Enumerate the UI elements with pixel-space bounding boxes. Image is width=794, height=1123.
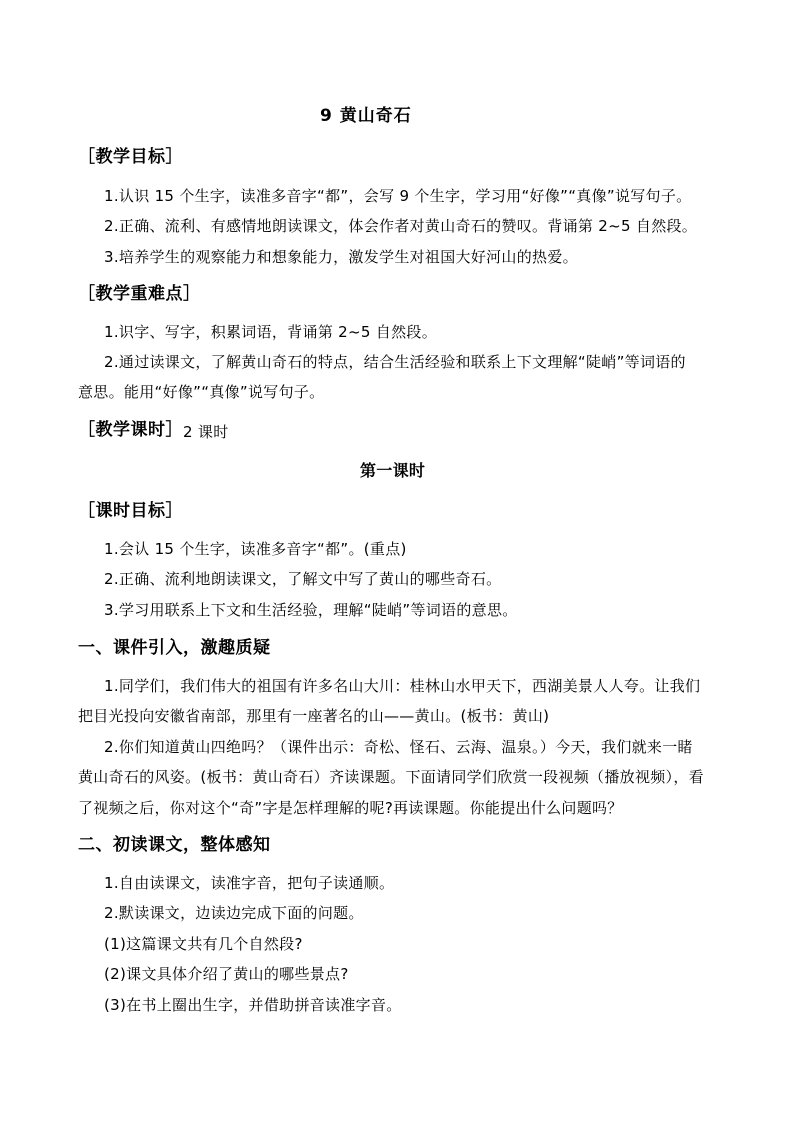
lesson1-objectives-heading: ［课时目标］: [78, 501, 183, 521]
section2-line: 2.默读课文，边读边完成下面的问题。: [104, 904, 364, 922]
objectives-heading: ［教学目标］: [78, 147, 183, 167]
section1-line: 了视频之后，你对这个“奇”字是怎样理解的呢?再读课题。你能提出什么问题吗？: [78, 799, 623, 817]
objective-item: 2.正确、流利、有感情地朗读课文，体会作者对黄山奇石的赞叹。背诵第 2~5 自然段。: [104, 217, 698, 235]
section1-line: 黄山奇石的风姿。(板书：黄山奇石）齐读课题。下面请同学们欣赏一段视频（播放视频），看: [78, 768, 704, 786]
key-point-item: 2.通过读课文，了解黄山奇石的特点，结合生活经验和联系上下文理解“陡峭”等词语的: [104, 353, 686, 371]
section2-line: (1)这篇课文共有几个自然段?: [104, 935, 303, 953]
section1-line: 2.你们知道黄山四绝吗？（课件出示：奇松、怪石、云海、温泉。）今天，我们就来一睹: [104, 738, 693, 756]
section2-line: 1.自由读课文，读准字音，把句子读通顺。: [104, 874, 395, 892]
section2-line: (3)在书上圈出生字，并借助拼音读准字音。: [104, 996, 402, 1014]
periods-heading: ［教学课时］: [78, 420, 183, 440]
section1-heading: 一、课件引入，激趣质疑: [78, 638, 271, 658]
lesson1-objective: 3.学习用联系上下文和生活经验，理解“陡峭”等词语的意思。: [104, 601, 518, 619]
section2-line: (2)课文具体介绍了黄山的哪些景点?: [104, 965, 349, 983]
lesson1-title: 第一课时: [360, 461, 426, 480]
key-points-heading: ［教学重难点］: [78, 284, 201, 304]
document-title: 9 黄山奇石: [320, 106, 412, 126]
objective-item: 3.培养学生的观察能力和想象能力，激发学生对祖国大好河山的热爱。: [104, 248, 578, 266]
section1-line: 1.同学们，我们伟大的祖国有许多名山大川：桂林山水甲天下，西湖美景人人夸。让我们: [104, 677, 701, 695]
key-point-item-continued: 意思。能用“好像”“真像”说写句子。: [78, 383, 325, 401]
section1-line: 把目光投向安徽省南部，那里有一座著名的山——黄山。(板书：黄山): [78, 707, 550, 725]
lesson1-objective: 2.正确、流利地朗读课文，了解文中写了黄山的哪些奇石。: [104, 570, 502, 588]
periods-value: 2 课时: [183, 423, 229, 441]
key-point-item: 1.识字、写字，积累词语，背诵第 2~5 自然段。: [104, 323, 438, 341]
objective-item: 1.认识 15 个生字，读准多音字“都”，会写 9 个生字，学习用“好像”“真像”说写句子。: [104, 187, 692, 205]
section2-heading: 二、初读课文，整体感知: [78, 835, 271, 855]
lesson1-objective: 1.会认 15 个生字，读准多音字“都”。(重点): [104, 540, 407, 558]
